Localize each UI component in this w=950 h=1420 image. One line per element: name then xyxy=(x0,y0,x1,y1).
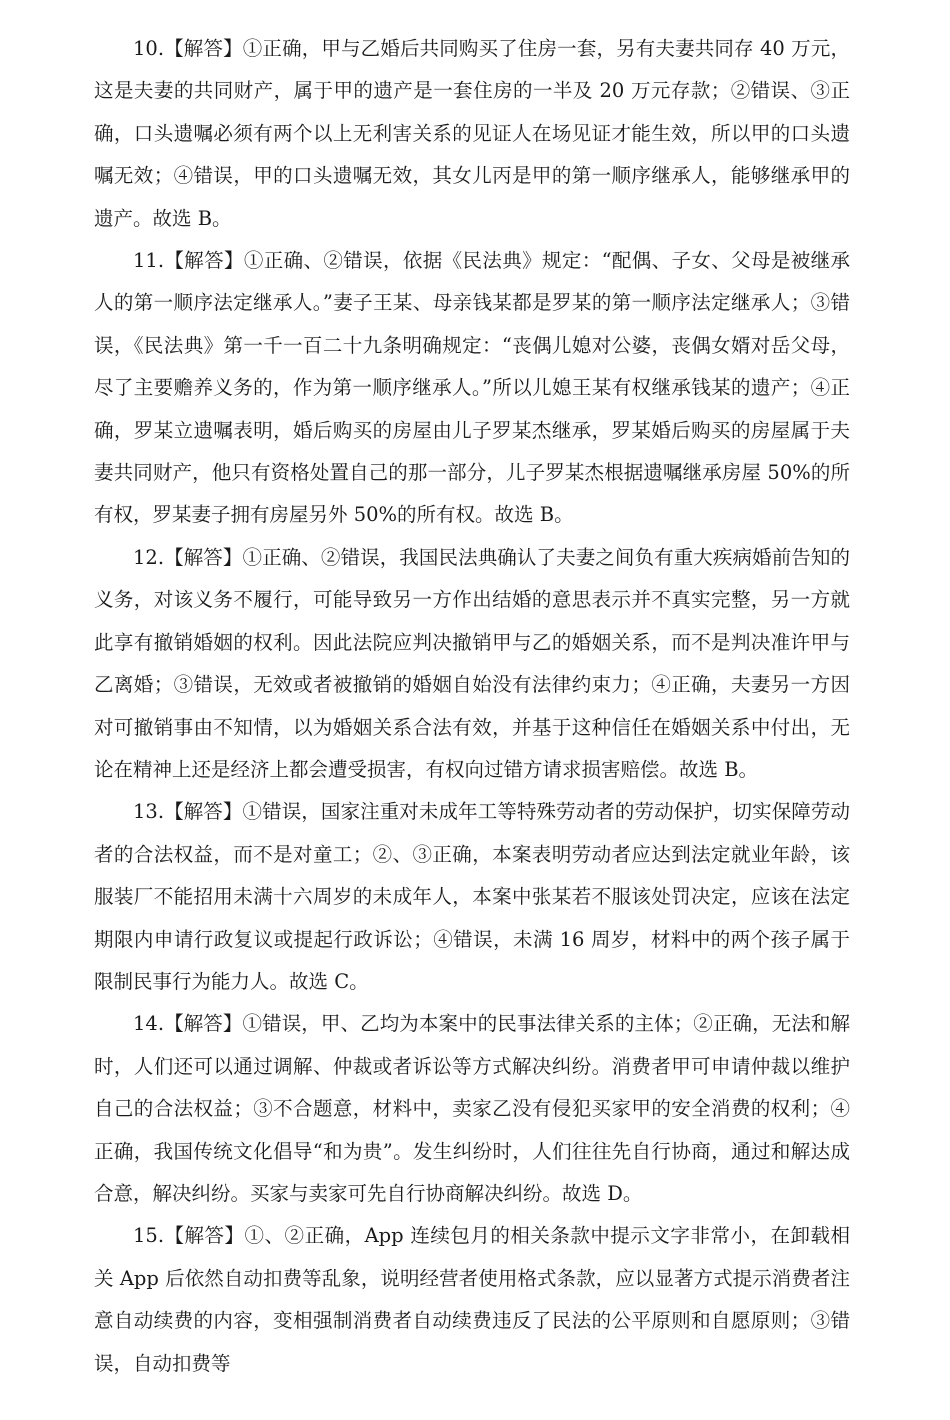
answer-document xyxy=(94,28,850,1385)
answer-paragraph-12: 12.【解答】①正确、②错误，我国民法典确认了夫妻之间负有重大疾病婚前告知的义务，对该义务不履行，可能导致另一方作出结婚的意思表示并不真实完整，另一方就此享有撤销婚姻的权利。因此法院应判决撤销甲与乙的婚姻关系，而不是判决准许甲与乙离婚；③错误，无效或者被撤销的婚姻自始没有法律约束力；④正确，夫妻另一方因对可撤销事由不知情，以为婚姻关系合法有效，并基于这种信任在婚姻关系中付出，无论在精神上还是经济上都会遭受损害，有权向过错方请求损害赔偿。故选 B。 xyxy=(94,545,850,781)
answer-paragraph-13: 13.【解答】①错误，国家注重对未成年工等特殊劳动者的劳动保护，切实保障劳动者的合法权益，而不是对童工；②、③正确，本案表明劳动者应达到法定就业年龄，该服装厂不能招用未满十六周岁的未成年人，本案中张某若不服该处罚决定，应该在法定期限内申请行政复议或提起行政诉讼；④错误，未满 16 周岁，材料中的两个孩子属于限制民事行为能力人。故选 C。 xyxy=(94,800,850,993)
answer-paragraph-10: 10.【解答】①正确，甲与乙婚后共同购买了住房一套，另有夫妻共同存 40 万元，这是夫妻的共同财产，属于甲的遗产是一套住房的一半及 20 万元存款；②错误、③正确，口头遗嘱必须有两个以上无利害关系的见证人在场见证才能生效，所以甲的口头遗嘱无效；④错误，甲的口头遗嘱无效，其女儿丙是甲的第一顺序继承人，能够继承甲的遗产。故选 B。 xyxy=(94,37,850,230)
answer-paragraph-11: 11.【解答】①正确、②错误，依据《民法典》规定：“配偶、子女、父母是被继承人的第一顺序法定继承人。”妻子王某、母亲钱某都是罗某的第一顺序法定继承人；③错误，《民法典》第一千一百二十九条明确规定：“丧偶儿媳对公婆，丧偶女婿对岳父母，尽了主要赡养义务的，作为第一顺序继承人。”所以儿媳王某有权继承钱某的遗产；④正确，罗某立遗嘱表明，婚后购买的房屋由儿子罗某杰继承，罗某婚后购买的房屋属于夫妻共同财产，他只有资格处置自己的那一部分，儿子罗某杰根据遗嘱继承房屋 50%的所有权，罗某妻子拥有房屋另外 50%的所有权。故选 B。 xyxy=(94,249,850,527)
answer-paragraph-15: 15.【解答】①、②正确，App 连续包月的相关条款中提示文字非常小，在卸载相关 App 后依然自动扣费等乱象，说明经营者使用格式条款，应以显著方式提示消费者注意自动续费的内容，变相强制消费者自动续费违反了民法的公平原则和自愿原则；③错误，自动扣费等 xyxy=(94,1224,850,1375)
answer-paragraph-14: 14.【解答】①错误，甲、乙均为本案中的民事法律关系的主体；②正确，无法和解时，人们还可以通过调解、仲裁或者诉讼等方式解决纠纷。消费者甲可申请仲裁以维护自己的合法权益；③不合题意，材料中，卖家乙没有侵犯买家甲的安全消费的权利；④正确，我国传统文化倡导“和为贵”。发生纠纷时，人们往往先自行协商，通过和解达成合意，解决纠纷。买家与卖家可先自行协商解决纠纷。故选 D。 xyxy=(94,1012,850,1205)
